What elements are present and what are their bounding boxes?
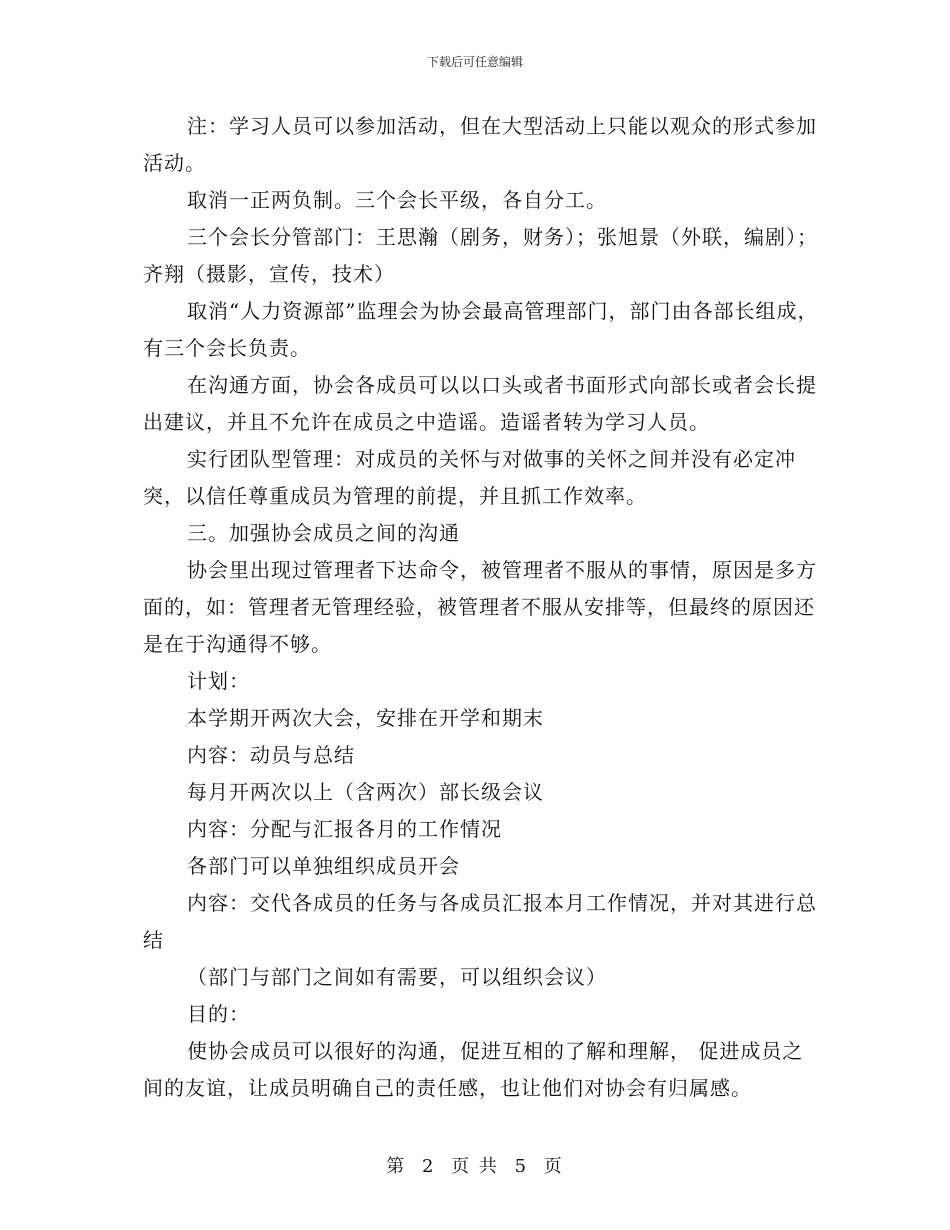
plan-note: （部门与部门之间如有需要，可以组织会议）	[187, 965, 607, 989]
plan-item: 本学期开两次大会，安排在开学和期末	[187, 706, 544, 730]
plan-item: 内容：交代各成员的任务与各成员汇报本月工作情况，并对其进行总结	[143, 891, 817, 952]
paragraph: 使协会成员可以很好的沟通，促进互相的了解和理解， 促进成员之间的友谊，让成员明确自己的责任感，也让他们对协会有归属感。	[143, 1039, 804, 1100]
footer-total-pages: 5	[514, 1156, 529, 1177]
paragraph: 协会里出现过管理者下达命令，被管理者不服从的事情，原因是多方面的，如：管理者无管理经验，被管理者不服从安排等，但最终的原因还是在于沟通得不够。	[143, 558, 817, 656]
paragraph: 在沟通方面，协会各成员可以以口头或者书面形式向部长或者会长提出建议，并且不允许在成员之中造谣。造谣者转为学习人员。	[143, 373, 817, 434]
plan-label: 计划：	[187, 669, 250, 693]
paragraph: 取消一正两负制。三个会长平级，各自分工。	[187, 188, 607, 212]
footer-mid: 页 共	[451, 1156, 499, 1177]
paragraph: 三个会长分管部门：王思瀚（剧务，财务）；张旭景（外联，编剧）；齐翔（摄影，宣传，技术）	[143, 225, 818, 286]
page-footer	[0, 1152, 950, 1178]
plan-item: 各部门可以单独组织成员开会	[187, 854, 460, 878]
paragraph: 取消“人力资源部”监理会为协会最高管理部门，部门由各部长组成，有三个会长负责。	[143, 299, 819, 360]
plan-item: 内容：分配与汇报各月的工作情况	[187, 817, 502, 841]
section-heading: 三。加强协会成员之间的沟通	[187, 521, 460, 545]
purpose-label: 目的：	[187, 1002, 250, 1026]
plan-item: 每月开两次以上（含两次）部长级会议	[187, 780, 544, 804]
footer-prefix: 第	[386, 1156, 407, 1177]
document-body	[143, 108, 823, 1107]
page-header: 下载后可任意编辑	[426, 55, 523, 69]
plan-item: 内容：动员与总结	[187, 743, 355, 767]
paragraph: 实行团队型管理：对成员的关怀与对做事的关怀之间并没有必定冲突，以信任尊重成员为管理的前提，并且抓工作效率。	[143, 447, 796, 508]
paragraph-note: 注：学习人员可以参加活动，但在大型活动上只能以观众的形式参加活动。	[143, 114, 817, 175]
footer-suffix: 页	[543, 1156, 564, 1177]
footer-page-number: 2	[421, 1156, 436, 1177]
